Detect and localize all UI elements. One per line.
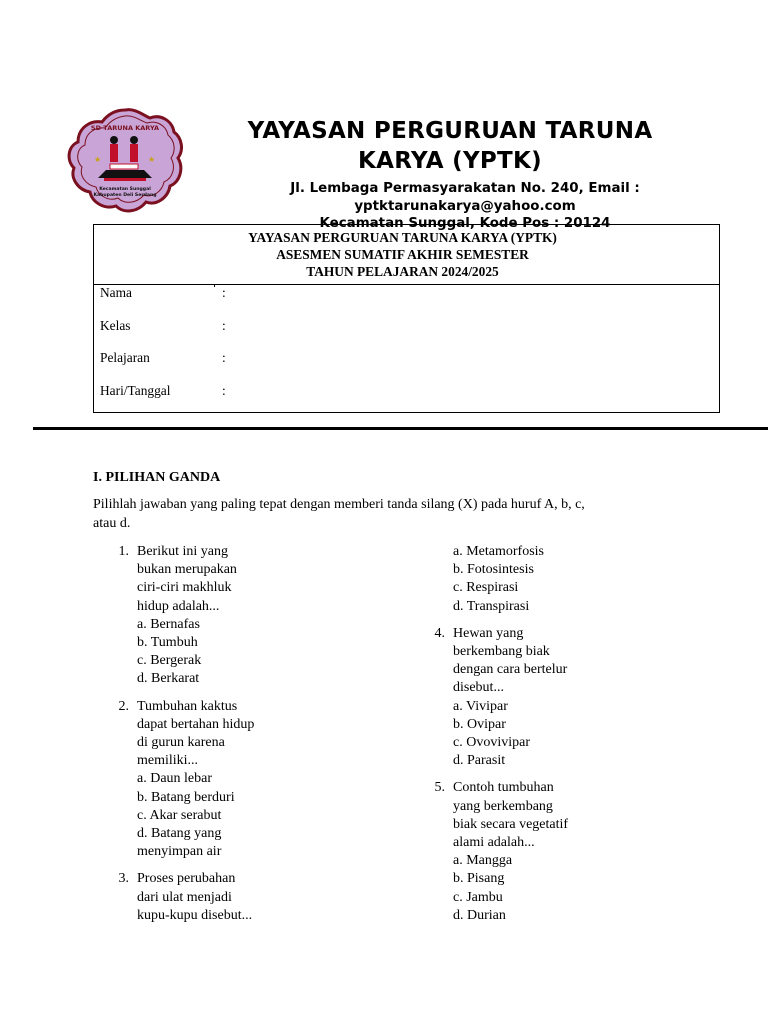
question-3-options <box>453 543 593 616</box>
exam-identity-box <box>93 224 720 413</box>
svg-text:★: ★ <box>148 155 156 164</box>
question-number: 1. <box>118 544 129 559</box>
stem-line: hidup adalah... <box>137 598 220 614</box>
logo-bottom-line1: Kecamatan Sunggal <box>99 187 151 192</box>
option: c. Akar serabut <box>137 807 222 823</box>
question-4 <box>423 625 593 771</box>
address-line2: yptktarunakarya@yahoo.com <box>354 198 576 214</box>
stem-line: Proses perubahan <box>137 871 236 887</box>
stem-line: disebut... <box>453 680 504 696</box>
stem-line: kupu-kupu disebut... <box>137 907 253 923</box>
stem-line: memiliki... <box>137 753 199 769</box>
logo-bottom-line2: Kabupaten Deli Serdang <box>93 193 157 198</box>
option: a. Bernafas <box>137 616 200 632</box>
option: d. Durian <box>453 907 506 923</box>
stem-line: dari ulat menjadi <box>137 889 232 905</box>
exam-title-block <box>94 225 719 285</box>
option: c. Respirasi <box>453 580 519 596</box>
option: b. Tumbuh <box>137 635 198 651</box>
foundation-title-line2: KARYA (YPTK) <box>358 148 542 174</box>
option: a. Daun lebar <box>137 771 213 787</box>
svg-text:★: ★ <box>94 155 102 164</box>
logo-top-text: SD TARUNA KARYA <box>90 124 160 132</box>
option: d. Transpirasi <box>453 598 530 614</box>
option: a. Mangga <box>453 853 513 869</box>
address-line3: Kecamatan Sunggal, Kode Pos : 20124 <box>319 216 611 231</box>
address-line1: Jl. Lembaga Permasyarakatan No. 240, Email : <box>290 181 640 196</box>
stem-line: ciri-ciri makhluk <box>137 580 232 596</box>
stem-line: dapat bertahan hidup <box>137 716 255 732</box>
stem-line: biak secara vegetatif <box>453 816 569 832</box>
stem-line: bukan merupakan <box>137 562 237 578</box>
header-rule <box>33 427 768 430</box>
question-stem <box>453 625 593 698</box>
option: b. Batang berduri <box>137 789 235 805</box>
field-colon: : <box>222 285 226 300</box>
box-divider-tick <box>214 285 215 287</box>
stem-line: yang berkembang <box>453 798 553 814</box>
field-label: Nama <box>100 285 132 300</box>
option: d. Batang yang <box>137 826 222 842</box>
question-number: 2. <box>118 698 129 714</box>
stem-line: Contoh tumbuhan <box>453 780 554 796</box>
field-label: Pelajaran <box>100 350 150 365</box>
option: b. Pisang <box>453 871 505 887</box>
field-colon: : <box>222 350 226 365</box>
stem-line: alami adalah... <box>453 835 535 851</box>
foundation-title-line1: YAYASAN PERGURUAN TARUNA <box>247 118 653 144</box>
question-stem <box>453 779 593 852</box>
option: a. Metamorfosis <box>453 544 544 559</box>
option: c. Ovovivipar <box>453 735 530 751</box>
field-label: Kelas <box>100 318 131 333</box>
question-2 <box>107 698 277 862</box>
option: b. Fotosintesis <box>453 562 534 578</box>
option: c. Bergerak <box>137 653 202 669</box>
exam-title-line2: ASESMEN SUMATIF AKHIR SEMESTER <box>276 247 529 262</box>
stem-line: Hewan yang <box>453 625 524 641</box>
field-colon: : <box>222 318 226 333</box>
option: b. Ovipar <box>453 716 506 732</box>
section-title: I. PILIHAN GANDA <box>93 470 221 485</box>
questions-left-column <box>107 543 277 934</box>
option: d. Parasit <box>453 753 506 769</box>
stem-line: di gurun karena <box>137 735 225 751</box>
question-number: 4. <box>434 625 445 641</box>
option: menyimpan air <box>137 844 222 860</box>
question-number: 5. <box>434 780 445 796</box>
exam-title-line1: YAYASAN PERGURUAN TARUNA KARYA (YPTK) <box>248 230 557 245</box>
stem-line: berkembang biak <box>453 644 550 660</box>
option: a. Vivipar <box>453 698 508 714</box>
question-stem <box>137 543 277 616</box>
foundation-title <box>210 116 690 176</box>
stem-line: dengan cara bertelur <box>453 662 568 678</box>
exam-title-line3: TAHUN PELAJARAN 2024/2025 <box>306 264 499 279</box>
question-1 <box>107 543 277 689</box>
section-instruction: Pilihlah jawaban yang paling tepat dengan memberi tanda silang (X) pada huruf A, b, c, atau d. <box>93 497 585 531</box>
field-label: Hari/Tanggal <box>100 383 171 398</box>
option: c. Jambu <box>453 889 503 905</box>
field-colon: : <box>222 383 226 398</box>
question-stem <box>137 870 277 925</box>
question-5 <box>423 779 593 925</box>
stem-line: Tumbuhan kaktus <box>137 698 238 714</box>
questions-right-column <box>423 543 593 934</box>
question-stem <box>137 698 277 771</box>
stem-line: Berikut ini yang <box>137 544 228 559</box>
question-number: 3. <box>118 871 129 887</box>
school-logo <box>66 106 184 216</box>
question-3 <box>107 870 277 925</box>
option: d. Berkarat <box>137 671 200 687</box>
